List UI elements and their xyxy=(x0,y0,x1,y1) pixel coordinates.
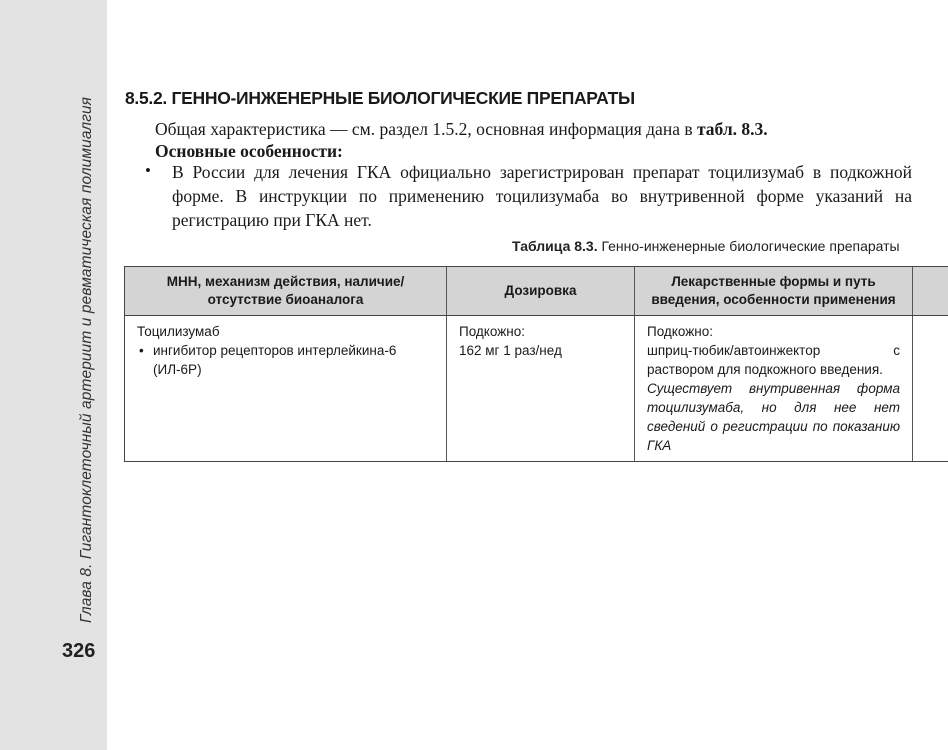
table-reference-link[interactable]: табл. 8.3. xyxy=(696,119,768,139)
table-caption-label: Таблица 8.3. xyxy=(512,238,598,254)
header-extra xyxy=(913,267,948,316)
cell-forms xyxy=(635,316,913,462)
drug-table xyxy=(124,266,948,462)
table-header-row xyxy=(125,267,948,316)
intro-text: Общая характеристика — см. раздел 1.5.2, основная информация дана в xyxy=(155,119,697,139)
form-text: шприц-тюбик/автоинжектор с раствором для подкожного введения. xyxy=(647,343,900,377)
features-label: Основные особенности: xyxy=(155,141,343,161)
cell-dosage xyxy=(447,316,635,462)
header-inn: МНН, механизм действия, наличие/отсутствие биоаналога xyxy=(125,267,447,316)
table-row xyxy=(125,316,948,462)
form-route: Подкожно: xyxy=(647,324,713,339)
bullet-icon: • xyxy=(145,161,151,180)
header-dosage: Дозировка xyxy=(447,267,635,316)
table-caption-text: Генно-инженерные биологические препараты xyxy=(597,238,900,254)
header-forms: Лекарственные формы и путь введения, особенности применения xyxy=(635,267,913,316)
bullet-text: В России для лечения ГКА официально зарегистрирован препарат тоцилизумаб в подкожной форме. В инструкции по применению тоцилизумаба во внутривенной форме указаний на регистрацию при ГКА нет. xyxy=(172,162,912,230)
mechanism-item xyxy=(137,341,434,379)
form-note: Существует внутривенная форма тоцилизумаба, но для нее нет сведений о регистрации по показанию ГКА xyxy=(647,381,900,453)
intro-paragraph xyxy=(155,118,915,162)
dose-route: Подкожно: xyxy=(459,324,525,339)
section-heading: 8.5.2. ГЕННО-ИНЖЕНЕРНЫЕ БИОЛОГИЧЕСКИЕ ПРЕПАРАТЫ xyxy=(125,88,635,108)
cell-extra xyxy=(913,316,948,462)
chapter-title: Глава 8. Гигантоклеточный артериит и ревматическая полимиалгия xyxy=(78,96,95,623)
drug-name: Тоцилизумаб xyxy=(137,324,220,339)
mechanism-text: ингибитор рецепторов интерлейкина-6 (ИЛ-6Р) xyxy=(153,343,397,377)
dose-value: 162 мг 1 раз/нед xyxy=(459,343,562,358)
cell-inn xyxy=(125,316,447,462)
page-number: 326 xyxy=(62,640,96,662)
bullet-icon: • xyxy=(139,343,144,358)
table-caption xyxy=(512,238,900,254)
sidebar xyxy=(0,0,107,750)
